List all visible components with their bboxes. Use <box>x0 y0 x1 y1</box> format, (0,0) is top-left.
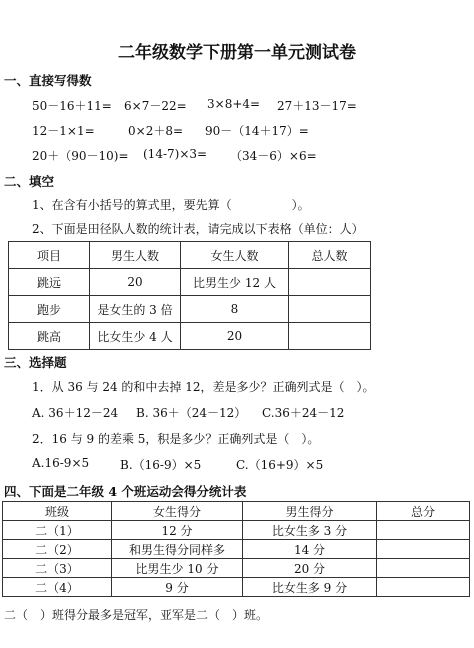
table-header: 女生人数 <box>181 242 289 269</box>
answer-cell[interactable] <box>377 540 470 559</box>
option-c[interactable]: C.（16+9）×5 <box>236 458 324 472</box>
table-cell: 是女生的 3 倍 <box>90 296 181 323</box>
table-cell: 比女生少 4 人 <box>90 323 181 350</box>
page-title: 二年级数学下册第一单元测试卷 <box>118 43 356 63</box>
answer-cell[interactable] <box>289 323 371 350</box>
table-header: 男生人数 <box>90 242 181 269</box>
table-row <box>9 323 371 350</box>
table-header: 总分 <box>377 502 470 521</box>
arithmetic-item: 90－（14＋17）= <box>205 124 309 138</box>
arithmetic-item: 6×7－22= <box>124 99 187 113</box>
table-cell: 和男生得分同样多 <box>112 540 243 559</box>
table-row <box>3 540 470 559</box>
arithmetic-item: 27＋13－17= <box>277 99 357 113</box>
table-cell: 跑步 <box>9 296 90 323</box>
option-b[interactable]: B. 36＋（24－12） <box>136 406 247 420</box>
table-header: 班级 <box>3 502 112 521</box>
section-heading: 一、直接写得数 <box>4 73 92 88</box>
section-heading: 三、选择题 <box>4 355 67 370</box>
class-score-table <box>2 501 470 597</box>
table-cell: 14 分 <box>243 540 377 559</box>
table-cell: 二（1） <box>3 521 112 540</box>
answer-cell[interactable] <box>377 578 470 597</box>
arithmetic-item: 12－1×1= <box>32 124 95 138</box>
table-cell: 比男生少 10 分 <box>112 559 243 578</box>
question-text: 1．从 36 与 24 的和中去掉 12，差是多少？正确列式是（ ）。 <box>32 380 375 394</box>
table-cell: 二（4） <box>3 578 112 597</box>
arithmetic-item: 3×8+4= <box>207 97 261 111</box>
table-cell: 二（3） <box>3 559 112 578</box>
answer-cell[interactable] <box>377 521 470 540</box>
table-cell: 20 <box>181 323 289 350</box>
table-header: 男生得分 <box>243 502 377 521</box>
footer-question: 二（ ）班得分最多是冠军，亚军是二（ ）班。 <box>4 608 269 622</box>
table-cell: 9 分 <box>112 578 243 597</box>
table-header: 项目 <box>9 242 90 269</box>
answer-cell[interactable] <box>289 269 371 296</box>
table-cell: 跳高 <box>9 323 90 350</box>
table-cell: 二（2） <box>3 540 112 559</box>
arithmetic-item: 0×2＋8= <box>128 124 184 138</box>
arithmetic-item: (14-7)×3= <box>143 147 208 161</box>
table-cell: 20 分 <box>243 559 377 578</box>
question-text: 1、在含有小括号的算式里，要先算（ ）。 <box>32 198 310 212</box>
question-text: 2．16 与 9 的差乘 5，积是多少？正确列式是（ ）。 <box>32 432 320 446</box>
table-cell: 12 分 <box>112 521 243 540</box>
table-row <box>9 269 371 296</box>
table-row <box>3 578 470 597</box>
arithmetic-item: 50－16＋11= <box>32 99 112 113</box>
answer-cell[interactable] <box>289 296 371 323</box>
question-text: 2、下面是田径队人数的统计表，请完成以下表格（单位：人） <box>32 222 364 236</box>
table-cell: 跳远 <box>9 269 90 296</box>
section-heading: 二、填空 <box>4 174 55 189</box>
arithmetic-item: （34－6）×6= <box>230 149 317 163</box>
arithmetic-item: 20＋（90－10)= <box>32 149 129 163</box>
table-header: 女生得分 <box>112 502 243 521</box>
table-header-row <box>3 502 470 521</box>
option-b[interactable]: B.（16-9）×5 <box>120 458 202 472</box>
table-cell: 比男生少 12 人 <box>181 269 289 296</box>
table-row <box>3 559 470 578</box>
table-header: 总人数 <box>289 242 371 269</box>
team-count-table <box>8 241 371 350</box>
option-c[interactable]: C.36＋24－12 <box>262 406 345 420</box>
section-heading: 四、下面是二年级 4 个班运动会得分统计表 <box>4 484 247 499</box>
table-header-row <box>9 242 371 269</box>
table-row <box>3 521 470 540</box>
table-cell: 比女生多 9 分 <box>243 578 377 597</box>
table-cell: 20 <box>90 269 181 296</box>
table-row <box>9 296 371 323</box>
option-a[interactable]: A.16-9×5 <box>32 456 90 470</box>
answer-cell[interactable] <box>377 559 470 578</box>
table-cell: 8 <box>181 296 289 323</box>
option-a[interactable]: A. 36＋12－24 <box>32 406 119 420</box>
table-cell: 比女生多 3 分 <box>243 521 377 540</box>
